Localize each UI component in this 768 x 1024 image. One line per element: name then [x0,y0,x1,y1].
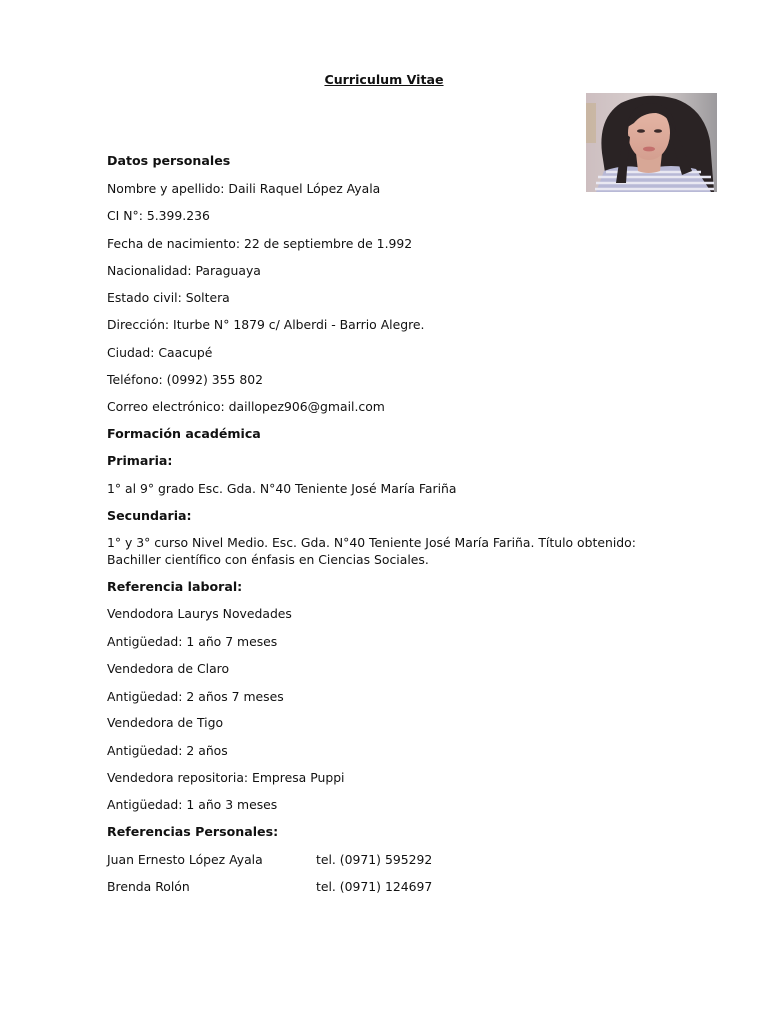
section-heading-secondary: Secundaria: [107,508,192,523]
reference-name: Brenda Rolón [107,879,190,894]
document-title: Curriculum Vitae [324,72,444,87]
work-item: Vendedora de Tigo [107,715,224,730]
work-item: Vendedora de Claro [107,661,230,676]
section-heading-primary: Primaria: [107,453,173,468]
work-item: Antigüedad: 2 años [107,743,228,758]
work-item: Antigüedad: 1 año 7 meses [107,634,278,649]
education-primary: 1° al 9° grado Esc. Gda. N°40 Teniente José María Fariña [107,481,457,496]
section-heading-work: Referencia laboral: [107,579,243,594]
section-heading-personal: Datos personales [107,153,231,168]
work-item: Antigüedad: 1 año 3 meses [107,797,278,812]
personal-birth-date: Fecha de nacimiento: 22 de septiembre de 1.992 [107,236,413,251]
work-item: Vendedora repositoria: Empresa Puppi [107,770,345,785]
personal-phone: Teléfono: (0992) 355 802 [107,372,264,387]
reference-name: Juan Ernesto López Ayala [107,852,263,867]
work-item: Vendodora Laurys Novedades [107,606,292,621]
personal-city: Ciudad: Caacupé [107,345,213,360]
education-secondary: 1° y 3° curso Nivel Medio. Esc. Gda. N°40 Teniente José María Fariña. Título obtenido: Bachiller científico con énfasis en Ciencias Sociales. [107,535,636,567]
personal-email: Correo electrónico: daillopez906@gmail.com [107,399,385,414]
reference-phone: tel. (0971) 595292 [316,852,433,867]
personal-civil-status: Estado civil: Soltera [107,290,230,305]
section-heading-academic: Formación académica [107,426,261,441]
personal-ci: CI N°: 5.399.236 [107,208,210,223]
reference-phone: tel. (0971) 124697 [316,879,433,894]
personal-address: Dirección: Iturbe N° 1879 c/ Alberdi - Barrio Alegre. [107,317,425,332]
profile-photo-image [586,93,717,192]
profile-photo [586,93,717,192]
work-item: Antigüedad: 2 años 7 meses [107,689,284,704]
personal-nationality: Nacionalidad: Paraguaya [107,263,261,278]
personal-name: Nombre y apellido: Daili Raquel López Ayala [107,181,381,196]
section-heading-personal-references: Referencias Personales: [107,824,279,839]
